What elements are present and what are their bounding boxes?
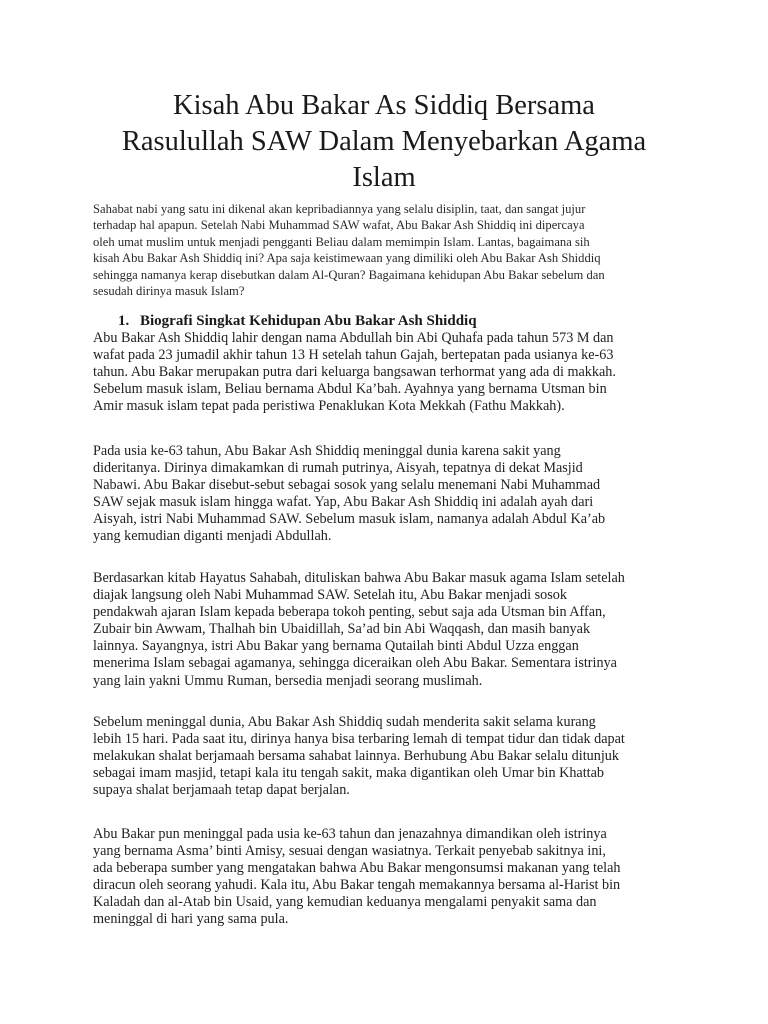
intro-line: sehingga namanya kerap disebutkan dalam Al-Quran? Bagaimana kehidupan Abu Bakar sebelum dan	[93, 267, 605, 282]
intro-paragraph	[93, 201, 683, 299]
body-paragraph	[93, 714, 683, 799]
paragraph-line: Zubair bin Awwam, Thalhah bin Ubaidillah, Sa’ad bin Abi Waqqash, dan masih banyak	[93, 621, 591, 638]
paragraph-line: Pada usia ke-63 tahun, Abu Bakar Ash Shiddiq meninggal dunia karena sakit yang	[93, 443, 561, 459]
intro-line: sesudah dirinya masuk Islam?	[93, 284, 245, 299]
intro-line: Sahabat nabi yang satu ini dikenal akan kepribadiannya yang selalu disiplin, taat, dan sangat jujur	[93, 202, 586, 216]
paragraph-line: yang lain yakni Ummu Ruman, bersedia menjadi seorang muslimah.	[93, 672, 483, 689]
paragraph-line: SAW sejak masuk islam hingga wafat. Yap, Abu Bakar Ash Shiddiq ini adalah ayah dari	[93, 494, 594, 511]
paragraph-line: tahun. Abu Bakar merupakan putra dari keluarga bangsawan terhormat yang ada di makkah.	[93, 364, 616, 381]
body-paragraph	[93, 826, 683, 929]
body-paragraph	[93, 443, 683, 546]
paragraph-line: diracun oleh seorang yahudi. Kala itu, Abu Bakar tengah memakannya bersama al-Harist bin	[93, 877, 621, 894]
paragraph-line: Aisyah, istri Nabi Muhammad SAW. Sebelum masuk islam, namanya adalah Abdul Ka’ab	[93, 511, 606, 528]
paragraph-line: dideritanya. Dirinya dimakamkan di rumah putrinya, Aisyah, tepatnya di dekat Masjid	[93, 460, 583, 477]
paragraph-line: sebagai imam masjid, tetapi kala itu tengah sakit, maka digantikan oleh Umar bin Khattab	[93, 765, 604, 782]
body-paragraph	[93, 330, 683, 415]
body-paragraph	[93, 570, 683, 690]
paragraph-line: pendakwah ajaran Islam kepada beberapa tokoh penting, sebut saja ada Utsman bin Affan,	[93, 604, 606, 621]
title-line: Rasulullah SAW Dalam Menyebarkan Agama	[121, 126, 647, 157]
section-number: 1.	[118, 313, 130, 329]
intro-line: oleh umat muslim untuk menjadi pengganti Beliau dalam memimpin Islam. Lantas, bagaimana sih	[93, 234, 590, 249]
paragraph-line: Berdasarkan kitab Hayatus Sahabah, dituliskan bahwa Abu Bakar masuk agama Islam setelah	[93, 570, 625, 586]
title-line: Kisah Abu Bakar As Siddiq Bersama	[173, 90, 595, 121]
section-heading-text: Biografi Singkat Kehidupan Abu Bakar Ash Shiddiq	[140, 313, 477, 329]
paragraph-line: diajak langsung oleh Nabi Muhammad SAW. Setelah itu, Abu Bakar menjadi sosok	[93, 587, 567, 604]
paragraph-line: lainnya. Sayangnya, istri Abu Bakar yang bernama Qutailah binti Abdul Uzza enggan	[93, 638, 579, 655]
paragraph-line: Abu Bakar Ash Shiddiq lahir dengan nama Abdullah bin Abi Quhafa pada tahun 573 M dan	[93, 330, 614, 346]
paragraph-line: Kaladah dan al-Atab bin Usaid, yang kemudian keduanya mengalami penyakit sama dan	[93, 894, 597, 911]
document-title	[80, 88, 688, 196]
paragraph-line: lebih 15 hari. Pada saat itu, dirinya hanya bisa terbaring lemah di tempat tidur dan tidak dapat	[93, 731, 625, 748]
paragraph-line: meninggal di hari yang sama pula.	[93, 911, 289, 928]
intro-line: kisah Abu Bakar Ash Shiddiq ini? Apa saja keistimewaan yang dimiliki oleh Abu Bakar Ash Shiddiq	[93, 251, 601, 266]
paragraph-line: yang kemudian diganti menjadi Abdullah.	[93, 528, 332, 545]
paragraph-line: menerima Islam sebagai agamanya, sehingga diceraikan oleh Abu Bakar. Sementara istrinya	[93, 655, 617, 672]
paragraph-line: yang bernama Asma’ binti Amisy, sesuai dengan wasiatnya. Terkait penyebab sakitnya ini,	[93, 843, 606, 860]
paragraph-line: Abu Bakar pun meninggal pada usia ke-63 tahun dan jenazahnya dimandikan oleh istrinya	[93, 826, 607, 842]
paragraph-line: Amir masuk islam tepat pada peristiwa Penaklukan Kota Mekkah (Fathu Makkah).	[93, 398, 565, 415]
paragraph-line: wafat pada 23 jumadil akhir tahun 13 H setelah tahun Gajah, bertepatan pada usianya ke-63	[93, 347, 614, 364]
paragraph-line: Sebelum masuk islam, Beliau bernama Abdul Ka’bah. Ayahnya yang bernama Utsman bin	[93, 381, 607, 398]
paragraph-line: ada beberapa sumber yang mengatakan bahwa Abu Bakar mengonsumsi makanan yang telah	[93, 860, 621, 877]
intro-line: terhadap hal apapun. Setelah Nabi Muhammad SAW wafat, Abu Bakar Ash Shiddiq ini dipercaya	[93, 218, 585, 233]
section-heading	[118, 312, 658, 330]
paragraph-line: supaya shalat berjamaah tetap dapat berjalan.	[93, 782, 350, 799]
paragraph-line: melakukan shalat berjamaah bersama sahabat lainnya. Berhubung Abu Bakar selalu ditunjuk	[93, 748, 619, 765]
paragraph-line: Sebelum meninggal dunia, Abu Bakar Ash Shiddiq sudah menderita sakit selama kurang	[93, 714, 596, 730]
paragraph-line: Nabawi. Abu Bakar disebut-sebut sebagai sosok yang selalu menemani Nabi Muhammad	[93, 477, 601, 494]
title-line: Islam	[352, 162, 416, 193]
